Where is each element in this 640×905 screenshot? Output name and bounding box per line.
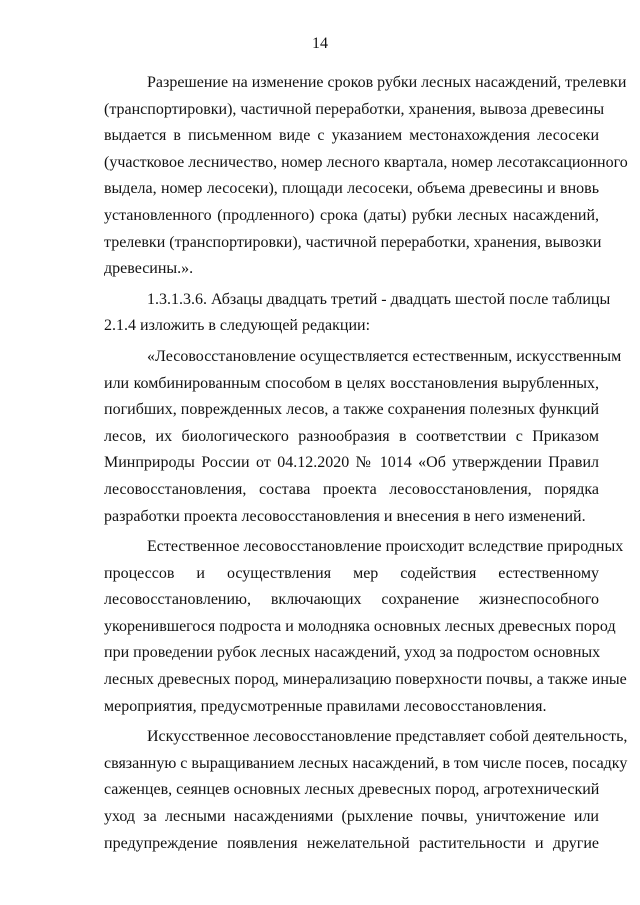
text-line: или комбинированным способом в целях восстановления вырубленных, bbox=[104, 374, 599, 392]
text-line: процессов и осуществления мер содействия естественному bbox=[104, 564, 599, 582]
text-line: Разрешение на изменение сроков рубки лесных насаждений, трелевки bbox=[147, 74, 627, 91]
paragraph-natural-reforestation bbox=[104, 534, 627, 720]
text-line: (участковое лесничество, номер лесного квартала, номер лесотаксационного bbox=[104, 153, 628, 171]
text-line: предупреждение появления нежелательной растительности и другие bbox=[104, 834, 599, 852]
text-line: установленного (продленного) срока (даты) рубки лесных насаждений, bbox=[104, 206, 599, 224]
text-line: лесовосстановления, состава проекта лесовосстановления, порядка bbox=[104, 480, 599, 498]
text-line: лесных древесных пород, минерализацию поверхности почвы, а также иные bbox=[104, 671, 627, 689]
text-line: погибших, поврежденных лесов, а также сохранения полезных функций bbox=[104, 401, 599, 419]
text-line: лесовосстановлению, включающих сохранение жизнеспособного bbox=[104, 591, 599, 609]
page-number: 14 bbox=[312, 35, 328, 52]
text-line: при проведении рубок лесных насаждений, уход за подростом основных bbox=[104, 644, 601, 662]
paragraph-permit-change bbox=[104, 70, 628, 283]
paragraph-artificial-reforestation bbox=[104, 724, 628, 857]
text-line: лесов, их биологического разнообразия в соответствии с Приказом bbox=[104, 427, 599, 445]
text-line: укоренившегося подроста и молодняка основных лесных древесных пород bbox=[104, 617, 616, 635]
document-body bbox=[104, 70, 628, 857]
text-line: 2.1.4 изложить в следующей редакции: bbox=[104, 317, 371, 335]
paragraph-amendment-clause bbox=[104, 287, 611, 340]
text-line: уход за лесными насаждениями (рыхление почвы, уничтожение или bbox=[104, 808, 599, 826]
text-line: 1.3.1.3.6. Абзацы двадцать третий - двадцать шестой после таблицы bbox=[147, 290, 611, 308]
text-line: «Лесовосстановление осуществляется естественным, искусственным bbox=[147, 347, 622, 365]
text-line: выдела, номер лесосеки), площади лесосеки, объема древесины и вновь bbox=[104, 180, 599, 198]
text-line: трелевки (транспортировки), частичной переработки, хранения, вывозки bbox=[104, 233, 602, 251]
text-line: (транспортировки), частичной переработки, хранения, вывоза древесины bbox=[104, 100, 605, 118]
text-line: древесины.». bbox=[104, 260, 194, 278]
text-line: Естественное лесовосстановление происходит вследствие природных bbox=[147, 538, 624, 556]
text-line: Минприроды России от 04.12.2020 № 1014 «Об утверждении Правил bbox=[104, 454, 599, 472]
text-line: связанную с выращиванием лесных насаждений, в том числе посев, посадку bbox=[104, 754, 628, 772]
text-line: выдается в письменном виде с указанием местонахождения лесосеки bbox=[104, 127, 599, 145]
text-line: мероприятия, предусмотренные правилами лесовосстановления. bbox=[104, 697, 547, 715]
paragraph-reforestation-definition bbox=[104, 344, 622, 530]
text-line: разработки проекта лесовосстановления и внесения в него изменений. bbox=[104, 507, 586, 525]
text-line: Искусственное лесовосстановление представляет собой деятельность, bbox=[147, 728, 628, 746]
text-line: саженцев, сеянцев основных лесных древесных пород, агротехнический bbox=[104, 781, 600, 799]
